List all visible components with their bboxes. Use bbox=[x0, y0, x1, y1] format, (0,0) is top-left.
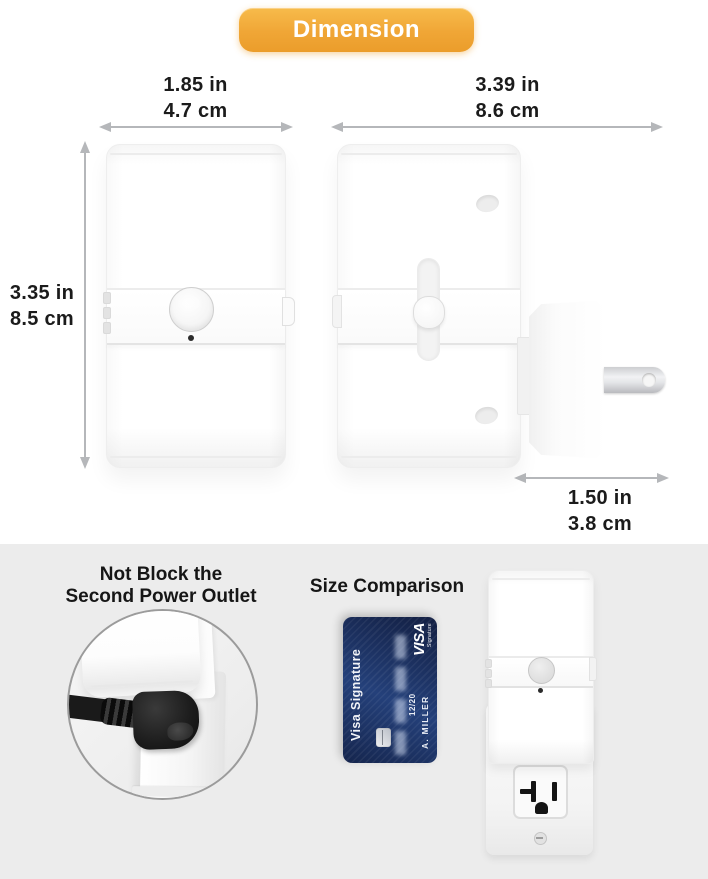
outlet-note-line1: Not Block the bbox=[99, 564, 223, 585]
front-width-arrow bbox=[99, 120, 293, 134]
outlet-ground-hole bbox=[535, 802, 548, 814]
side-knob bbox=[282, 297, 295, 326]
plug-depth-arrow bbox=[514, 471, 669, 485]
visa-logo-subtext: Signature bbox=[427, 623, 433, 648]
device-on-outlet-tab-3 bbox=[485, 679, 492, 688]
prong-hole bbox=[642, 373, 656, 387]
side-width-cm: 8.6 cm bbox=[475, 100, 540, 122]
side-tab-2 bbox=[103, 307, 111, 319]
device-on-outlet-sensor bbox=[528, 657, 555, 684]
mounting-hole-bottom bbox=[474, 405, 500, 426]
device-side-view bbox=[337, 144, 521, 468]
device-on-outlet-tab-2 bbox=[485, 669, 492, 678]
plug-depth-in: 1.50 in bbox=[567, 487, 633, 509]
plug-depth-cm: 3.8 cm bbox=[567, 513, 633, 535]
card-holder: A. MILLER bbox=[420, 695, 430, 749]
front-width-cm: 4.7 cm bbox=[163, 100, 228, 122]
card-number-group-1 bbox=[395, 731, 406, 755]
pir-sensor-dome bbox=[169, 287, 214, 332]
card-number-group-4 bbox=[395, 635, 406, 659]
device-on-outlet-tab-1 bbox=[485, 659, 492, 668]
height-in: 3.35 in bbox=[9, 282, 75, 304]
credit-card-face bbox=[343, 617, 437, 763]
height-arrow bbox=[78, 141, 92, 469]
card-number-group-2 bbox=[395, 699, 406, 723]
side-width-label bbox=[415, 72, 600, 124]
visa-logo-text: VISA bbox=[411, 623, 428, 657]
card-brand-text: Visa Signature bbox=[349, 648, 363, 741]
second-plug-head bbox=[132, 690, 200, 750]
plug-body bbox=[529, 301, 605, 458]
side-width-in: 3.39 in bbox=[475, 74, 540, 96]
card-chip bbox=[376, 728, 391, 747]
circle-plate-step bbox=[132, 786, 232, 798]
side-bottom-seam bbox=[341, 456, 517, 458]
outlet-face bbox=[513, 765, 568, 819]
device-on-outlet bbox=[488, 570, 594, 764]
height-cm: 8.5 cm bbox=[9, 308, 75, 330]
side-tab-1 bbox=[103, 292, 111, 304]
outlet-slot-hot bbox=[552, 782, 557, 801]
dimension-badge: Dimension bbox=[239, 8, 474, 52]
circle-device-bottom-view bbox=[78, 609, 201, 698]
plug-depth-label bbox=[528, 485, 672, 537]
front-top-seam bbox=[110, 153, 282, 155]
device-on-outlet-bump bbox=[589, 657, 597, 681]
power-prong bbox=[604, 367, 665, 393]
side-top-seam bbox=[341, 153, 517, 155]
height-label bbox=[2, 280, 82, 332]
front-bottom-seam bbox=[110, 456, 282, 458]
slider-knob bbox=[413, 296, 445, 329]
outlet-note-heading bbox=[34, 564, 288, 608]
mounting-hole-top bbox=[475, 193, 501, 214]
card-number-group-3 bbox=[395, 667, 406, 691]
visa-logo bbox=[413, 623, 433, 656]
front-width-label bbox=[108, 72, 283, 124]
indicator-dot bbox=[188, 335, 194, 341]
front-width-in: 1.85 in bbox=[163, 74, 228, 96]
device-front-view bbox=[106, 144, 286, 468]
credit-card bbox=[343, 617, 437, 763]
outlet-photo-circle bbox=[67, 609, 258, 800]
side-tab-3 bbox=[103, 322, 111, 334]
side-bump bbox=[332, 295, 342, 328]
outlet-slot-neutral-v bbox=[531, 781, 536, 802]
outlet-note-line2: Second Power Outlet bbox=[65, 586, 257, 607]
side-width-arrow bbox=[331, 120, 663, 134]
card-expiry: 12/20 bbox=[408, 693, 417, 716]
device-on-outlet-seam bbox=[492, 578, 590, 580]
device-on-outlet-dot bbox=[538, 688, 543, 693]
size-comparison-heading: Size Comparison bbox=[309, 576, 465, 597]
outlet-screw bbox=[534, 832, 547, 845]
